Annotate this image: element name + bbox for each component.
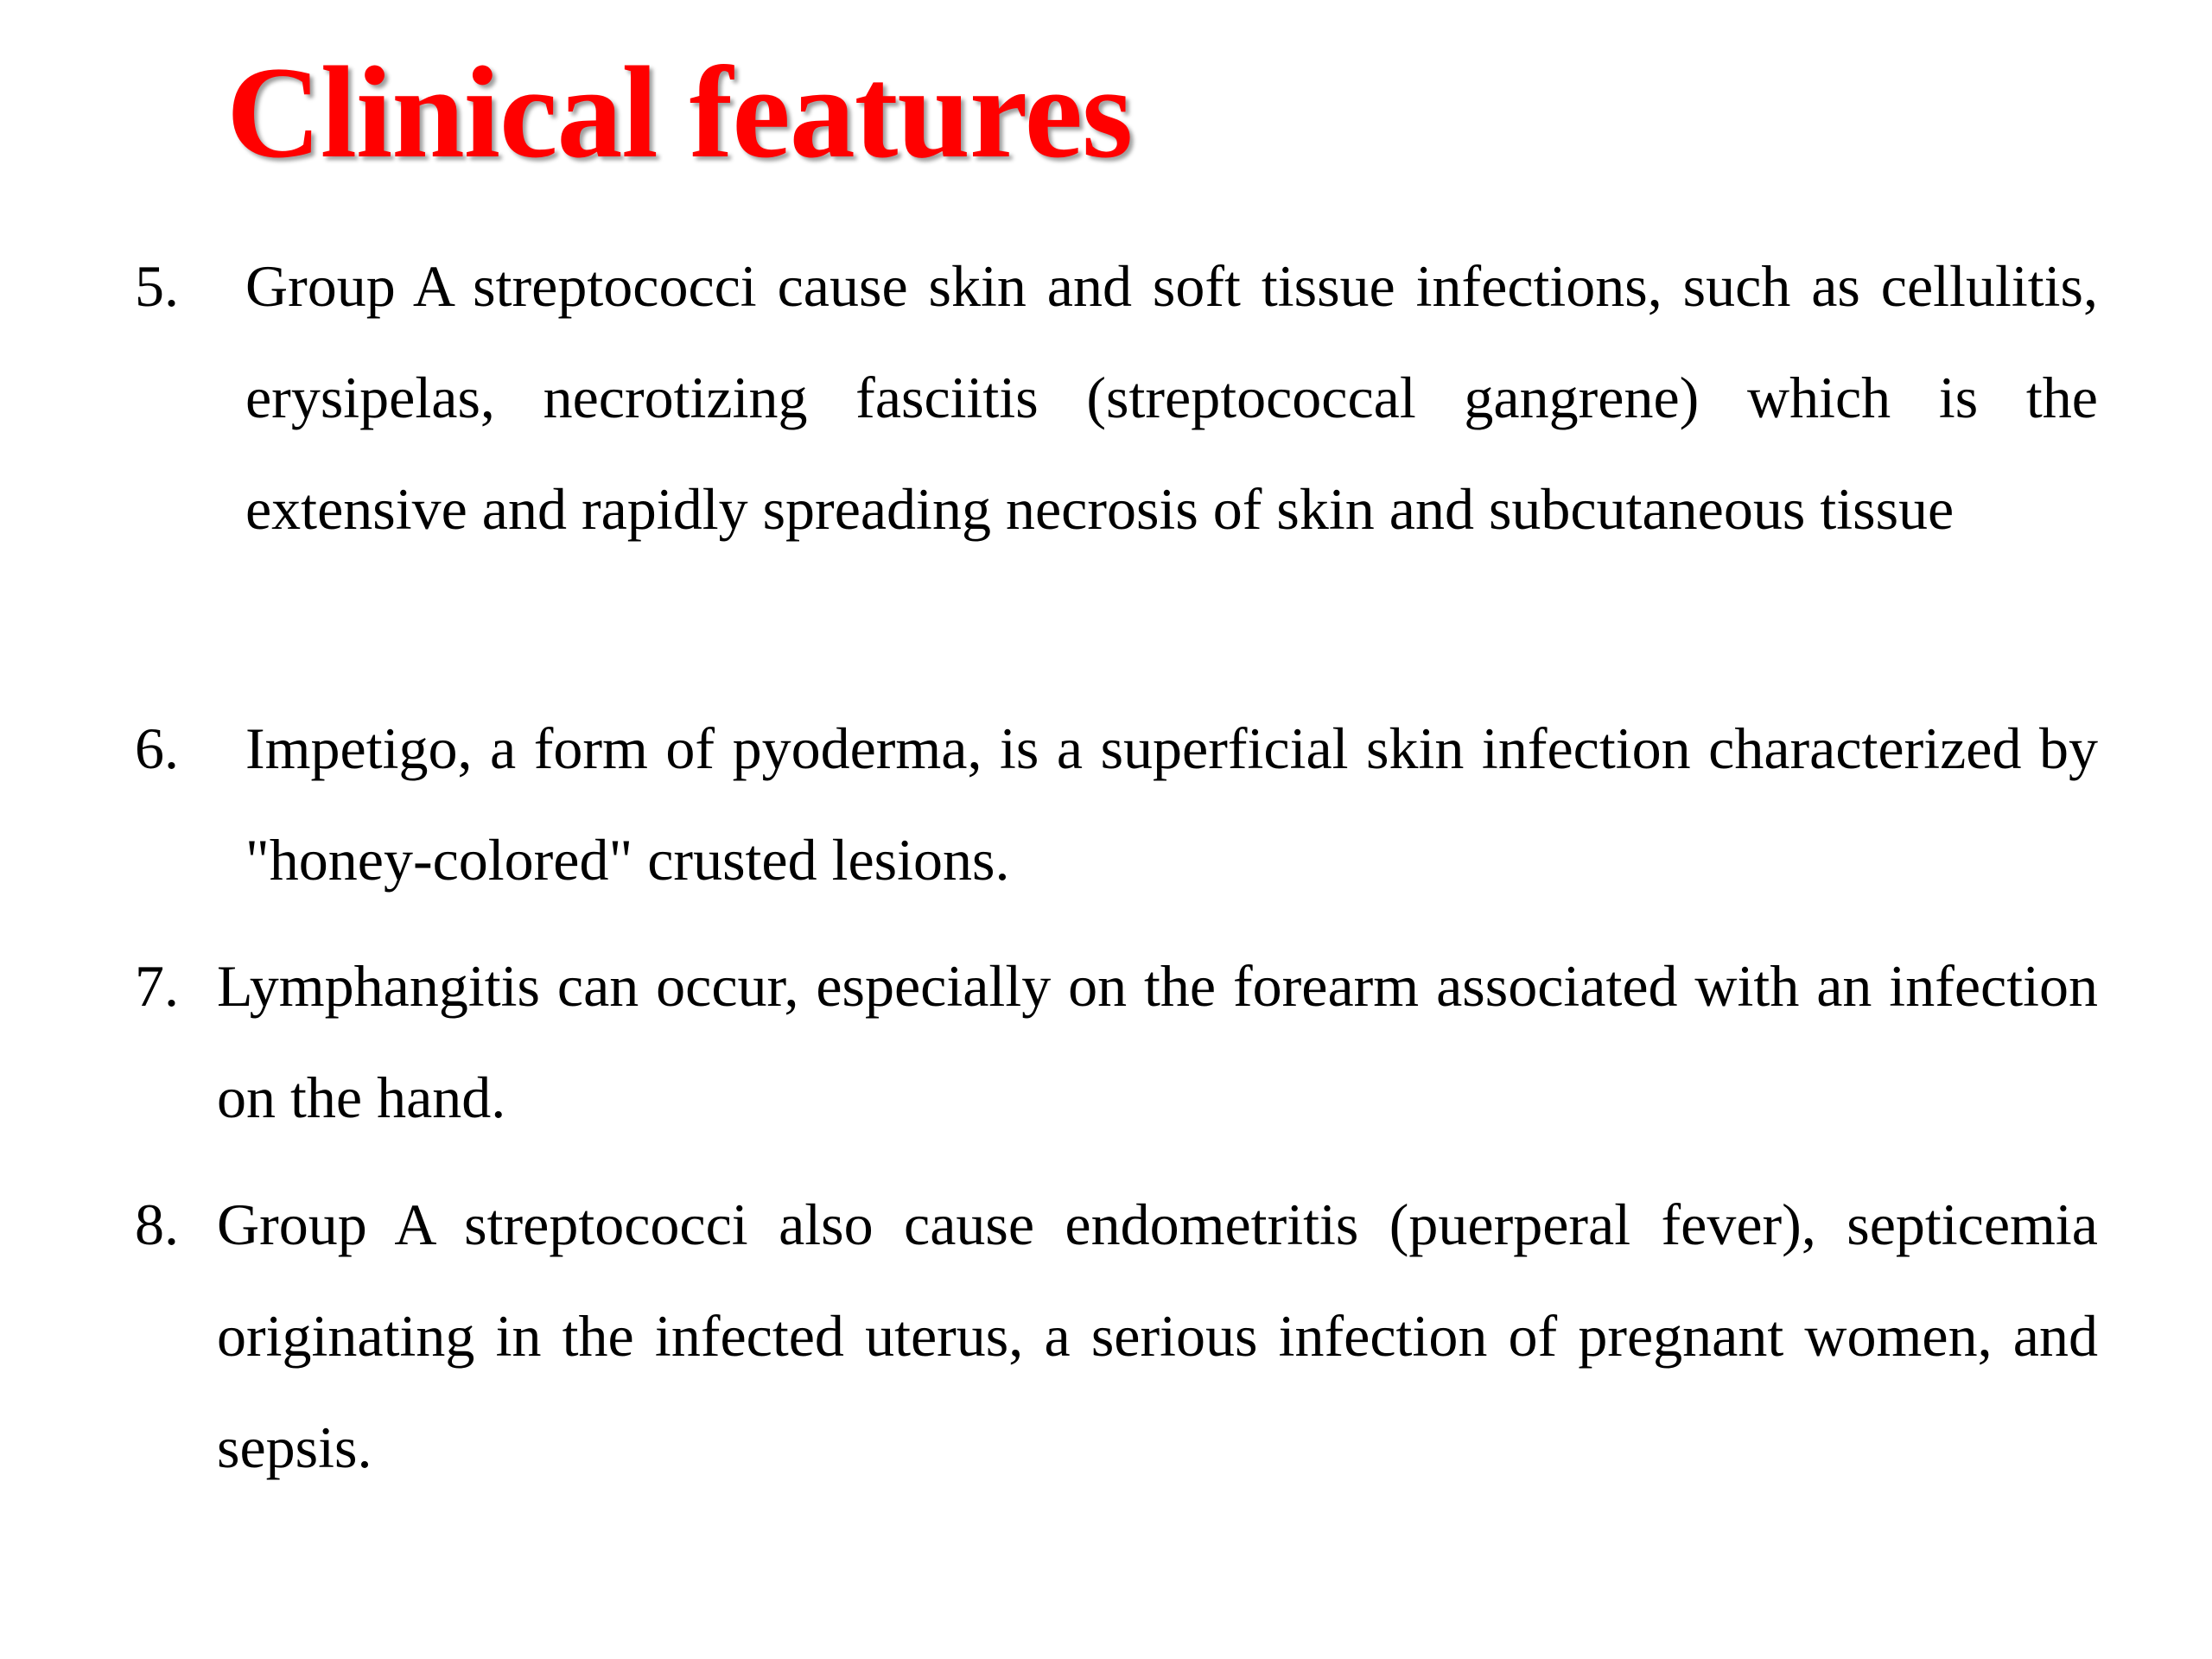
list-item-number: 7.: [135, 953, 179, 1019]
list-item-number: 6.: [135, 715, 179, 781]
list-item-text: Lymphangitis can occur, especially on the forearm associated with an infection on the hand.: [217, 953, 2098, 1130]
list-item-text: Group A streptococci cause skin and soft tissue infections, such as cellulitis, erysipelas, necrotizing fasciitis (streptococcal gangrene) which is the extensive and rapidly spreading necrosis of skin and subcutaneous tissue: [245, 253, 2098, 542]
list-item-text: Impetigo, a form of pyoderma, is a superficial skin infection characterized by "honey-colored" crusted lesions.: [245, 715, 2098, 893]
list-item-text: Group A streptococci also cause endometritis (puerperal fever), septicemia originating in the infected uterus, a serious infection of pregnant women, and sepsis.: [217, 1192, 2098, 1480]
slide-title: Clinical features: [226, 40, 1133, 185]
list-item-number: 5.: [135, 253, 179, 319]
list-item-number: 8.: [135, 1192, 179, 1257]
